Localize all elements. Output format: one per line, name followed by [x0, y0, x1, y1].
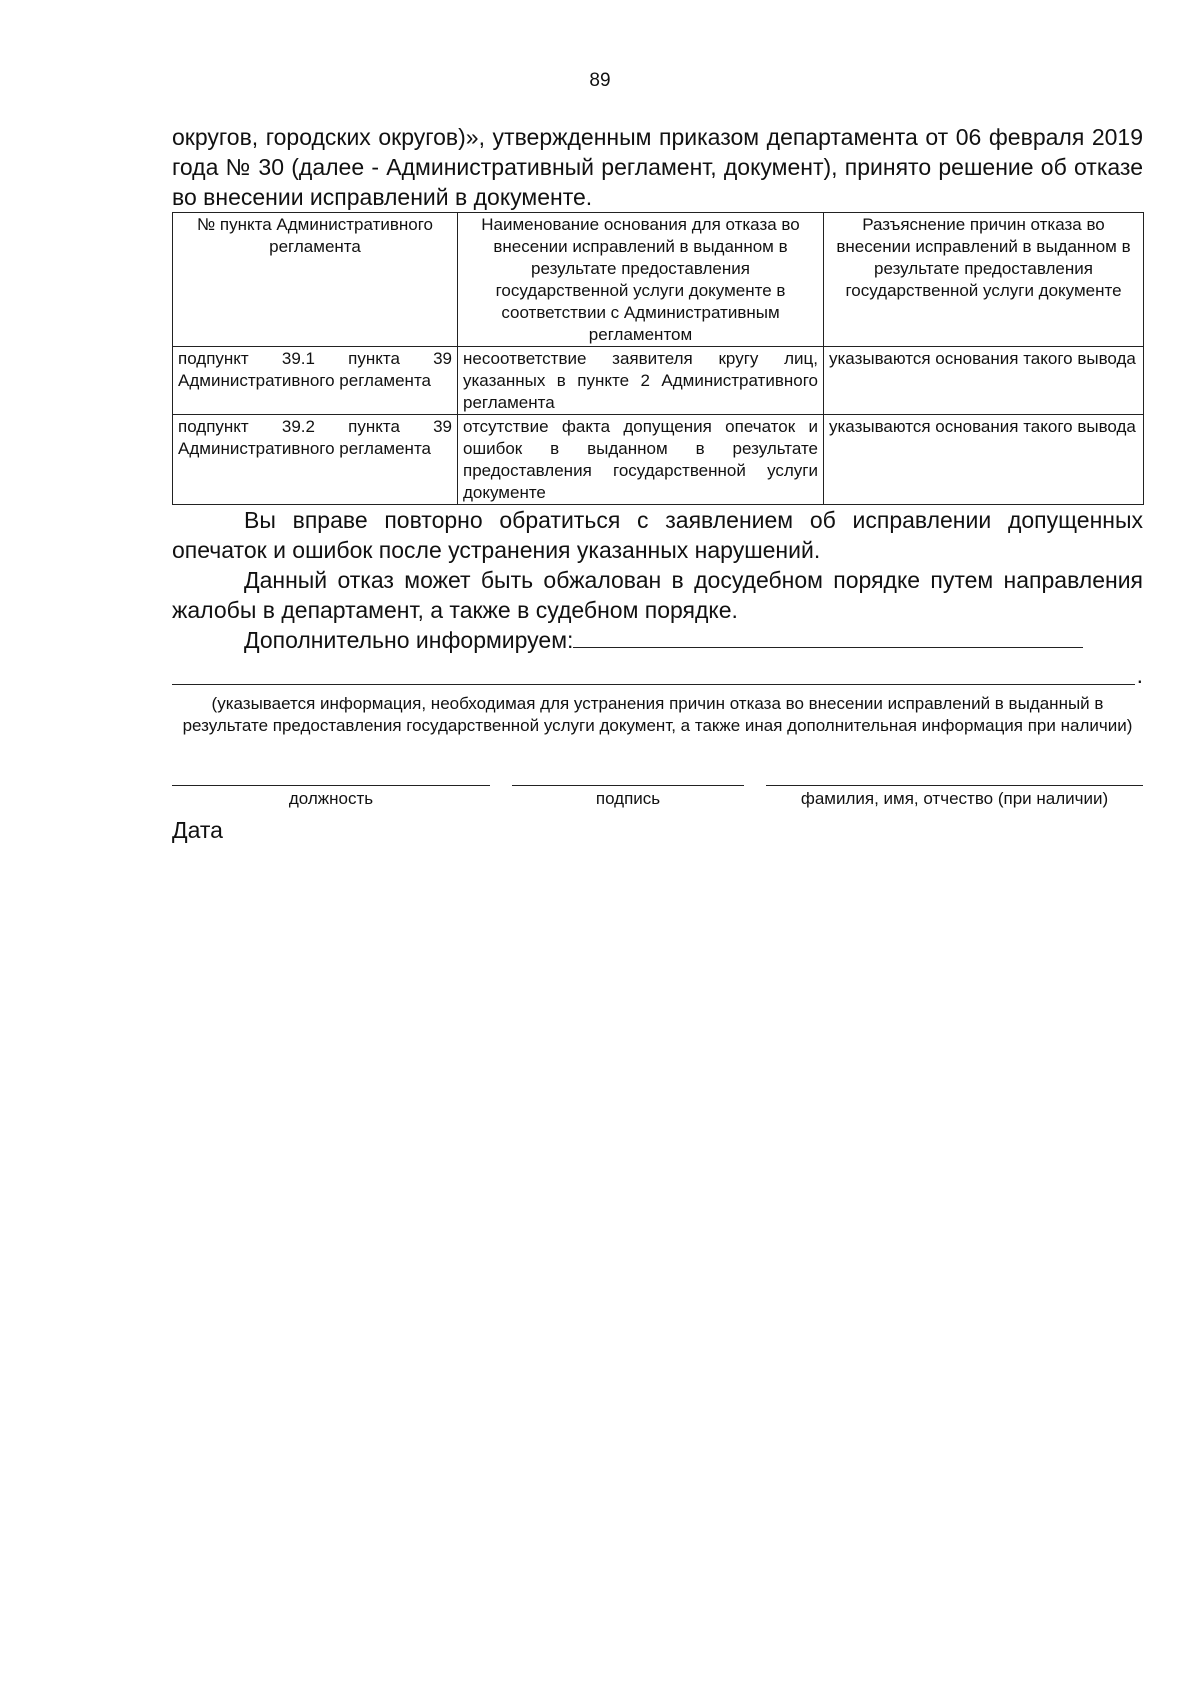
signature-line — [512, 785, 744, 786]
additional-info-blank — [573, 625, 1083, 648]
appeal-paragraph: Данный отказ может быть обжалован в досудебном порядке путем направления жалобы в департамент, а также в судебном порядке. — [172, 567, 1143, 623]
position-field — [172, 785, 490, 809]
signature-block — [172, 785, 1143, 809]
page-number: 89 — [589, 70, 611, 91]
additional-info-blank-line — [172, 655, 1143, 688]
signature-field — [512, 785, 744, 809]
header-clause-number: № пункта Административного регламента — [173, 213, 458, 347]
table-cell-clause: подпункт 39.1 пункта 39 Административного регламента — [173, 347, 458, 415]
table-cell-ground: несоответствие заявителя кругу лиц, указанных в пункте 2 Административного регламента — [458, 347, 824, 415]
line-end-dot: . — [1136, 662, 1143, 688]
position-line — [172, 785, 490, 786]
additional-info-label: Дополнительно информируем: — [244, 627, 574, 653]
table-cell-explanation: указываются основания такого вывода — [824, 415, 1144, 505]
table-row — [173, 415, 1144, 505]
header-refusal-ground: Наименование основания для отказа во внесении исправлений в выданном в результате предоставления государственной услуги документе в соответствии с Административным регламентом — [458, 213, 824, 347]
signature-label: подпись — [595, 789, 661, 808]
full-name-line — [766, 785, 1143, 786]
additional-info-note: (указывается информация, необходимая для устранения причин отказа во внесении исправлений в выданный в результате предоставления государственной услуги документ, а также иная дополнительная информация при наличии) — [182, 694, 1133, 735]
table-cell-ground: отсутствие факта допущения опечаток и ошибок в выданном в результате предоставления государственной услуги документе — [458, 415, 824, 505]
full-name-label: фамилия, имя, отчество (при наличии) — [800, 789, 1109, 808]
intro-paragraph: округов, городских округов)», утвержденным приказом департамента от 06 февраля 2019 года № 30 (далее - Административный регламент, документ), принято решение об отказе во внесении исправлений в документе. — [172, 124, 1143, 210]
table-cell-explanation: указываются основания такого вывода — [824, 347, 1144, 415]
full-name-field — [766, 785, 1143, 809]
table-header-row — [173, 213, 1144, 347]
additional-info-line — [172, 625, 1143, 655]
document-body — [172, 122, 1143, 844]
refusal-grounds-table — [172, 212, 1144, 505]
header-refusal-explanation: Разъяснение причин отказа во внесении исправлений в выданном в результате предоставления государственной услуги документе — [824, 213, 1144, 347]
date-label: Дата — [172, 817, 223, 843]
table-cell-clause: подпункт 39.2 пункта 39 Административного регламента — [173, 415, 458, 505]
repeat-application-paragraph: Вы вправе повторно обратиться с заявлением об исправлении допущенных опечаток и ошибок после устранения указанных нарушений. — [172, 507, 1143, 563]
position-label: должность — [288, 789, 374, 808]
blank-underline — [172, 683, 1135, 685]
table-row — [173, 347, 1144, 415]
